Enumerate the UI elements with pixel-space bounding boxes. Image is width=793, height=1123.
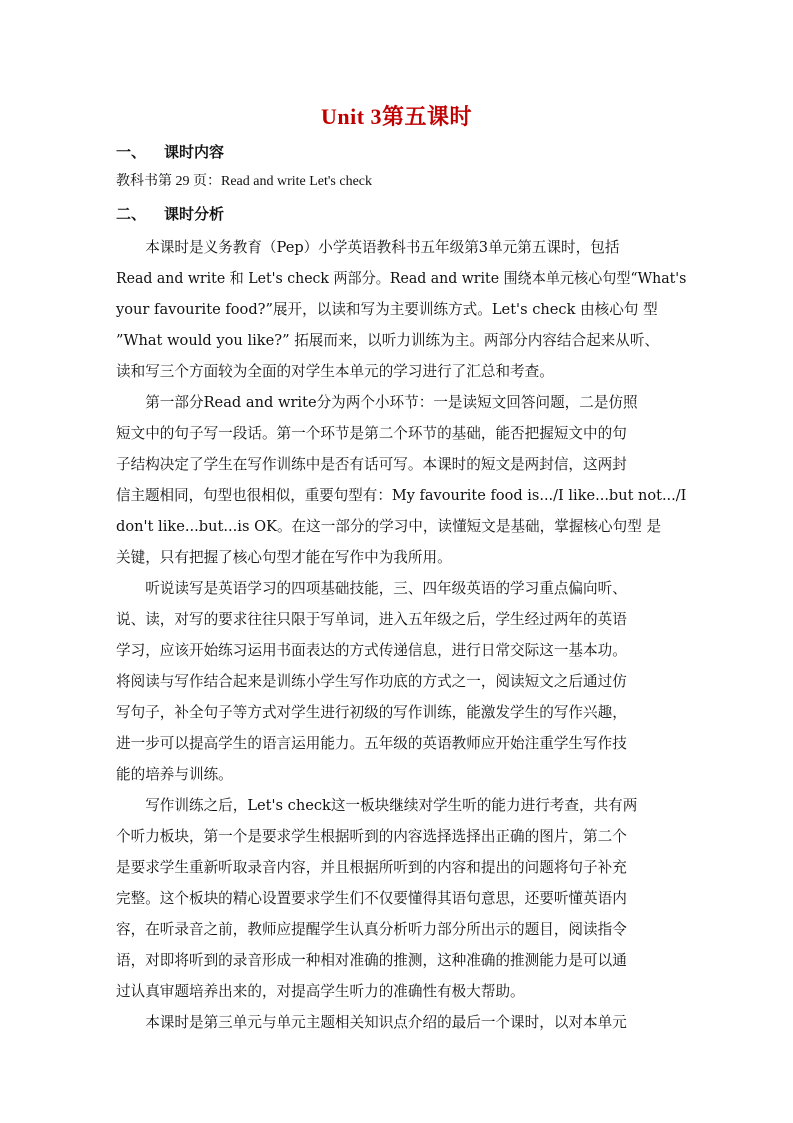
text-line: don't like...but...is OK。在这一部分的学习中，读懂短文是基础，掌握核心句型 是 bbox=[116, 518, 662, 535]
text-line: 说、读，对写的要求往往只限于写单词，进入五年级之后，学生经过两年的英语 bbox=[116, 611, 627, 628]
text-line: 写句子，补全句子等方式对学生进行初级的写作训练，能激发学生的写作兴趣， bbox=[116, 704, 627, 721]
text-line: 个听力板块，第一个是要求学生根据听到的内容选择选择出正确的图片，第二个 bbox=[116, 828, 627, 845]
text-line: 学习，应该开始练习运用书面表达的方式传递信息，进行日常交际这一基本功。 bbox=[116, 642, 627, 659]
text-line: 关键，只有把握了核心句型才能在写作中为我所用。 bbox=[116, 549, 452, 566]
text-line: 第一部分Read and write分为两个小环节：一是读短文回答问题，二是仿照 bbox=[116, 394, 638, 411]
text-line: 进一步可以提高学生的语言运用能力。五年级的英语教师应开始注重学生写作技 bbox=[116, 735, 627, 752]
text-line: 短文中的句子写一段话。第一个环节是第二个环节的基础，能否把握短文中的句 bbox=[116, 425, 627, 442]
text-line: 信主题相同，句型也很相似，重要句型有：My favourite food is.../I like...but not.../I bbox=[116, 487, 687, 504]
section-title: 课时分析 bbox=[164, 205, 225, 223]
section-heading-content bbox=[116, 141, 224, 162]
text-line: 本课时是义务教育（Pep）小学英语教科书五年级第3单元第五课时，包括 bbox=[116, 239, 620, 256]
text-line: 将阅读与写作结合起来是训练小学生写作功底的方式之一，阅读短文之后通过仿 bbox=[116, 673, 627, 690]
section-title: 课时内容 bbox=[164, 143, 225, 161]
section-heading-analysis bbox=[116, 203, 224, 224]
text-line: 是要求学生重新听取录音内容，并且根据所听到的内容和提出的问题将句子补充 bbox=[116, 859, 627, 876]
text-line: 能的培养与训练。 bbox=[116, 766, 233, 783]
text-line: 语，对即将听到的录音形成一种相对准确的推测，这种准确的推测能力是可以通 bbox=[116, 952, 627, 969]
text-line: 容，在听录音之前，教师应提醒学生认真分析听力部分所出示的题目，阅读指令 bbox=[116, 921, 627, 938]
text-line: 本课时是第三单元与单元主题相关知识点介绍的最后一个课时，以对本单元 bbox=[116, 1014, 627, 1031]
text-line: 子结构决定了学生在写作训练中是否有话可写。本课时的短文是两封信，这两封 bbox=[116, 456, 627, 473]
text-line: 写作训练之后，Let's check这一板块继续对学生听的能力进行考查，共有两 bbox=[116, 797, 638, 814]
text-line: 读和写三个方面较为全面的对学生本单元的学习进行了汇总和考查。 bbox=[116, 363, 554, 380]
text-line: your favourite food?”展开，以读和写为主要训练方式。Let's check 由核心句 型 bbox=[116, 301, 658, 318]
document-title: Unit 3第五课时 bbox=[320, 104, 473, 129]
section-number: 一、 bbox=[116, 143, 147, 161]
text-line: ”What would you like?” 拓展而来，以听力训练为主。两部分内容结合起来从听、 bbox=[116, 332, 660, 349]
text-line: Read and write 和 Let's check 两部分。Read and write 围绕本单元核心句型“What's bbox=[116, 270, 687, 287]
section-number: 二、 bbox=[116, 205, 147, 223]
textbook-reference: 教科书第 29 页：Read and write Let's check bbox=[116, 174, 373, 189]
text-line: 听说读写是英语学习的四项基础技能，三、四年级英语的学习重点偏向听、 bbox=[116, 580, 627, 597]
text-line: 完整。这个板块的精心设置要求学生们不仅要懂得其语句意思，还要听懂英语内 bbox=[116, 890, 627, 907]
text-line: 过认真审题培养出来的，对提高学生听力的准确性有极大帮助。 bbox=[116, 983, 525, 1000]
